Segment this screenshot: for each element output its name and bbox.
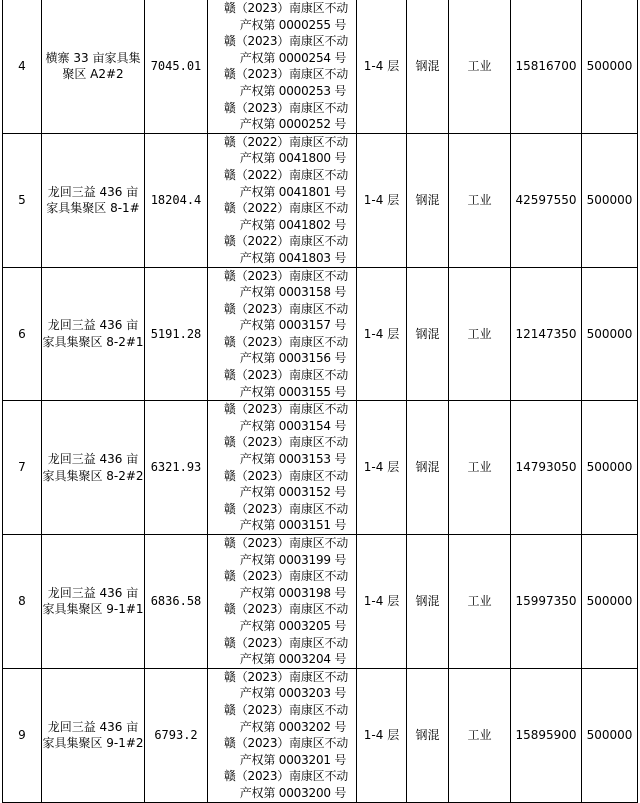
certificate-line-1: 赣（2023）南康区不动: [223, 669, 349, 684]
usage-cell: 工业: [449, 535, 511, 669]
price-cell: 15997350: [511, 535, 582, 669]
price-cell: 15816700: [511, 0, 582, 133]
row-number-cell: 5: [3, 133, 42, 267]
certificate-line-1: 赣（2022）南康区不动: [223, 134, 349, 149]
table-row: [3, 401, 638, 535]
certificate-line-2: 产权第 0003203 号: [239, 686, 347, 701]
structure-cell: 钢混: [407, 401, 449, 535]
certificate-entry: [208, 167, 356, 200]
table-row: [3, 535, 638, 669]
certificate-entry: [208, 568, 356, 601]
certificate-entry: [208, 233, 356, 266]
certificate-line-1: 赣（2022）南康区不动: [223, 167, 349, 182]
certificate-entry: [208, 501, 356, 534]
certificate-line-2: 产权第 0003157 号: [239, 318, 347, 333]
price-cell: 15895900: [511, 668, 582, 802]
certificate-entry: [208, 367, 356, 400]
certificate-cell: [208, 535, 357, 669]
certificate-line-2: 产权第 0003151 号: [239, 518, 347, 533]
table-row: [3, 0, 638, 133]
certificate-entry: [208, 134, 356, 167]
certificate-entry: [208, 434, 356, 467]
certificate-line-2: 产权第 0003156 号: [239, 351, 347, 366]
row-number-cell: 6: [3, 267, 42, 401]
certificate-line-2: 产权第 0041802 号: [239, 217, 347, 232]
area-cell: 6836.58: [145, 535, 208, 669]
certificate-line-2: 产权第 0003205 号: [239, 618, 347, 633]
certificate-line-1: 赣（2023）南康区不动: [223, 769, 349, 784]
area-cell: 7045.01: [145, 0, 208, 133]
certificate-entry: [208, 768, 356, 801]
floors-cell: 1-4 层: [357, 267, 407, 401]
certificate-line-2: 产权第 0003154 号: [239, 418, 347, 433]
structure-cell: 钢混: [407, 267, 449, 401]
certificate-entry: [208, 468, 356, 501]
certificate-line-2: 产权第 0003204 号: [239, 652, 347, 667]
location-cell: 龙回三益 436 亩家具集聚区 9-1#1: [42, 535, 145, 669]
certificate-line-2: 产权第 0003153 号: [239, 452, 347, 467]
deposit-cell: 500000: [582, 401, 638, 535]
floors-cell: 1-4 层: [357, 133, 407, 267]
row-number-cell: 7: [3, 401, 42, 535]
structure-cell: 钢混: [407, 668, 449, 802]
certificate-line-1: 赣（2023）南康区不动: [223, 435, 349, 450]
area-cell: 6321.93: [145, 401, 208, 535]
location-cell: 龙回三益 436 亩家具集聚区 8-1#: [42, 133, 145, 267]
usage-cell: 工业: [449, 0, 511, 133]
certificate-cell: [208, 133, 357, 267]
row-number-cell: 9: [3, 668, 42, 802]
area-cell: 18204.4: [145, 133, 208, 267]
table-body: [3, 0, 638, 802]
certificate-cell: [208, 401, 357, 535]
location-cell: 横寨 33 亩家具集聚区 A2#2: [42, 0, 145, 133]
location-cell: 龙回三益 436 亩家具集聚区 9-1#2: [42, 668, 145, 802]
row-number-cell: 4: [3, 0, 42, 133]
certificate-line-2: 产权第 0000254 号: [239, 50, 347, 65]
property-table: [2, 0, 638, 803]
certificate-line-1: 赣（2023）南康区不动: [223, 334, 349, 349]
certificate-line-1: 赣（2023）南康区不动: [223, 1, 349, 15]
certificate-line-2: 产权第 0000252 号: [239, 117, 347, 132]
floors-cell: 1-4 层: [357, 668, 407, 802]
certificate-line-2: 产权第 0003155 号: [239, 384, 347, 399]
certificate-entry: [208, 735, 356, 768]
certificate-entry: [208, 301, 356, 334]
certificate-entry: [208, 100, 356, 133]
usage-cell: 工业: [449, 401, 511, 535]
certificate-entry: [208, 0, 356, 33]
table-row: [3, 133, 638, 267]
certificate-line-2: 产权第 0003158 号: [239, 285, 347, 300]
certificate-entry: [208, 33, 356, 66]
certificate-cell: [208, 668, 357, 802]
floors-cell: 1-4 层: [357, 401, 407, 535]
certificate-line-1: 赣（2023）南康区不动: [223, 368, 349, 383]
deposit-cell: 500000: [582, 267, 638, 401]
certificate-line-1: 赣（2023）南康区不动: [223, 34, 349, 49]
structure-cell: 钢混: [407, 0, 449, 133]
certificate-line-1: 赣（2023）南康区不动: [223, 501, 349, 516]
deposit-cell: 500000: [582, 535, 638, 669]
certificate-entry: [208, 601, 356, 634]
floors-cell: 1-4 层: [357, 0, 407, 133]
area-cell: 6793.2: [145, 668, 208, 802]
certificate-line-1: 赣（2023）南康区不动: [223, 602, 349, 617]
certificate-line-1: 赣（2023）南康区不动: [223, 301, 349, 316]
certificate-line-1: 赣（2022）南康区不动: [223, 201, 349, 216]
usage-cell: 工业: [449, 267, 511, 401]
certificate-entry: [208, 401, 356, 434]
certificate-line-2: 产权第 0003198 号: [239, 585, 347, 600]
certificate-line-2: 产权第 0003201 号: [239, 752, 347, 767]
certificate-line-1: 赣（2023）南康区不动: [223, 635, 349, 650]
table-row: [3, 668, 638, 802]
location-cell: 龙回三益 436 亩家具集聚区 8-2#2: [42, 401, 145, 535]
price-cell: 14793050: [511, 401, 582, 535]
certificate-line-1: 赣（2023）南康区不动: [223, 736, 349, 751]
deposit-cell: 500000: [582, 668, 638, 802]
certificate-line-1: 赣（2023）南康区不动: [223, 100, 349, 115]
certificate-entry: [208, 535, 356, 568]
deposit-cell: 500000: [582, 0, 638, 133]
structure-cell: 钢混: [407, 133, 449, 267]
certificate-entry: [208, 669, 356, 702]
certificate-line-1: 赣（2023）南康区不动: [223, 268, 349, 283]
location-cell: 龙回三益 436 亩家具集聚区 8-2#1: [42, 267, 145, 401]
certificate-line-2: 产权第 0000253 号: [239, 83, 347, 98]
row-number-cell: 8: [3, 535, 42, 669]
deposit-cell: 500000: [582, 133, 638, 267]
certificate-cell: [208, 267, 357, 401]
area-cell: 5191.28: [145, 267, 208, 401]
certificate-line-1: 赣（2023）南康区不动: [223, 569, 349, 584]
certificate-line-2: 产权第 0003199 号: [239, 552, 347, 567]
price-cell: 12147350: [511, 267, 582, 401]
certificate-line-2: 产权第 0003202 号: [239, 719, 347, 734]
certificate-line-1: 赣（2022）南康区不动: [223, 234, 349, 249]
floors-cell: 1-4 层: [357, 535, 407, 669]
certificate-entry: [208, 702, 356, 735]
table-row: [3, 267, 638, 401]
certificate-line-2: 产权第 0003200 号: [239, 785, 347, 800]
certificate-line-2: 产权第 0000255 号: [239, 17, 347, 32]
certificate-line-2: 产权第 0041801 号: [239, 184, 347, 199]
certificate-line-2: 产权第 0003152 号: [239, 485, 347, 500]
certificate-entry: [208, 635, 356, 668]
certificate-line-2: 产权第 0041803 号: [239, 250, 347, 265]
certificate-line-1: 赣（2023）南康区不动: [223, 67, 349, 82]
certificate-line-1: 赣（2023）南康区不动: [223, 468, 349, 483]
certificate-cell: [208, 0, 357, 133]
price-cell: 42597550: [511, 133, 582, 267]
certificate-entry: [208, 200, 356, 233]
certificate-line-1: 赣（2023）南康区不动: [223, 536, 349, 550]
certificate-line-1: 赣（2023）南康区不动: [223, 702, 349, 717]
usage-cell: 工业: [449, 668, 511, 802]
certificate-entry: [208, 66, 356, 99]
certificate-entry: [208, 334, 356, 367]
certificate-line-1: 赣（2023）南康区不动: [223, 402, 349, 417]
certificate-line-2: 产权第 0041800 号: [239, 151, 347, 166]
certificate-entry: [208, 268, 356, 301]
structure-cell: 钢混: [407, 535, 449, 669]
usage-cell: 工业: [449, 133, 511, 267]
